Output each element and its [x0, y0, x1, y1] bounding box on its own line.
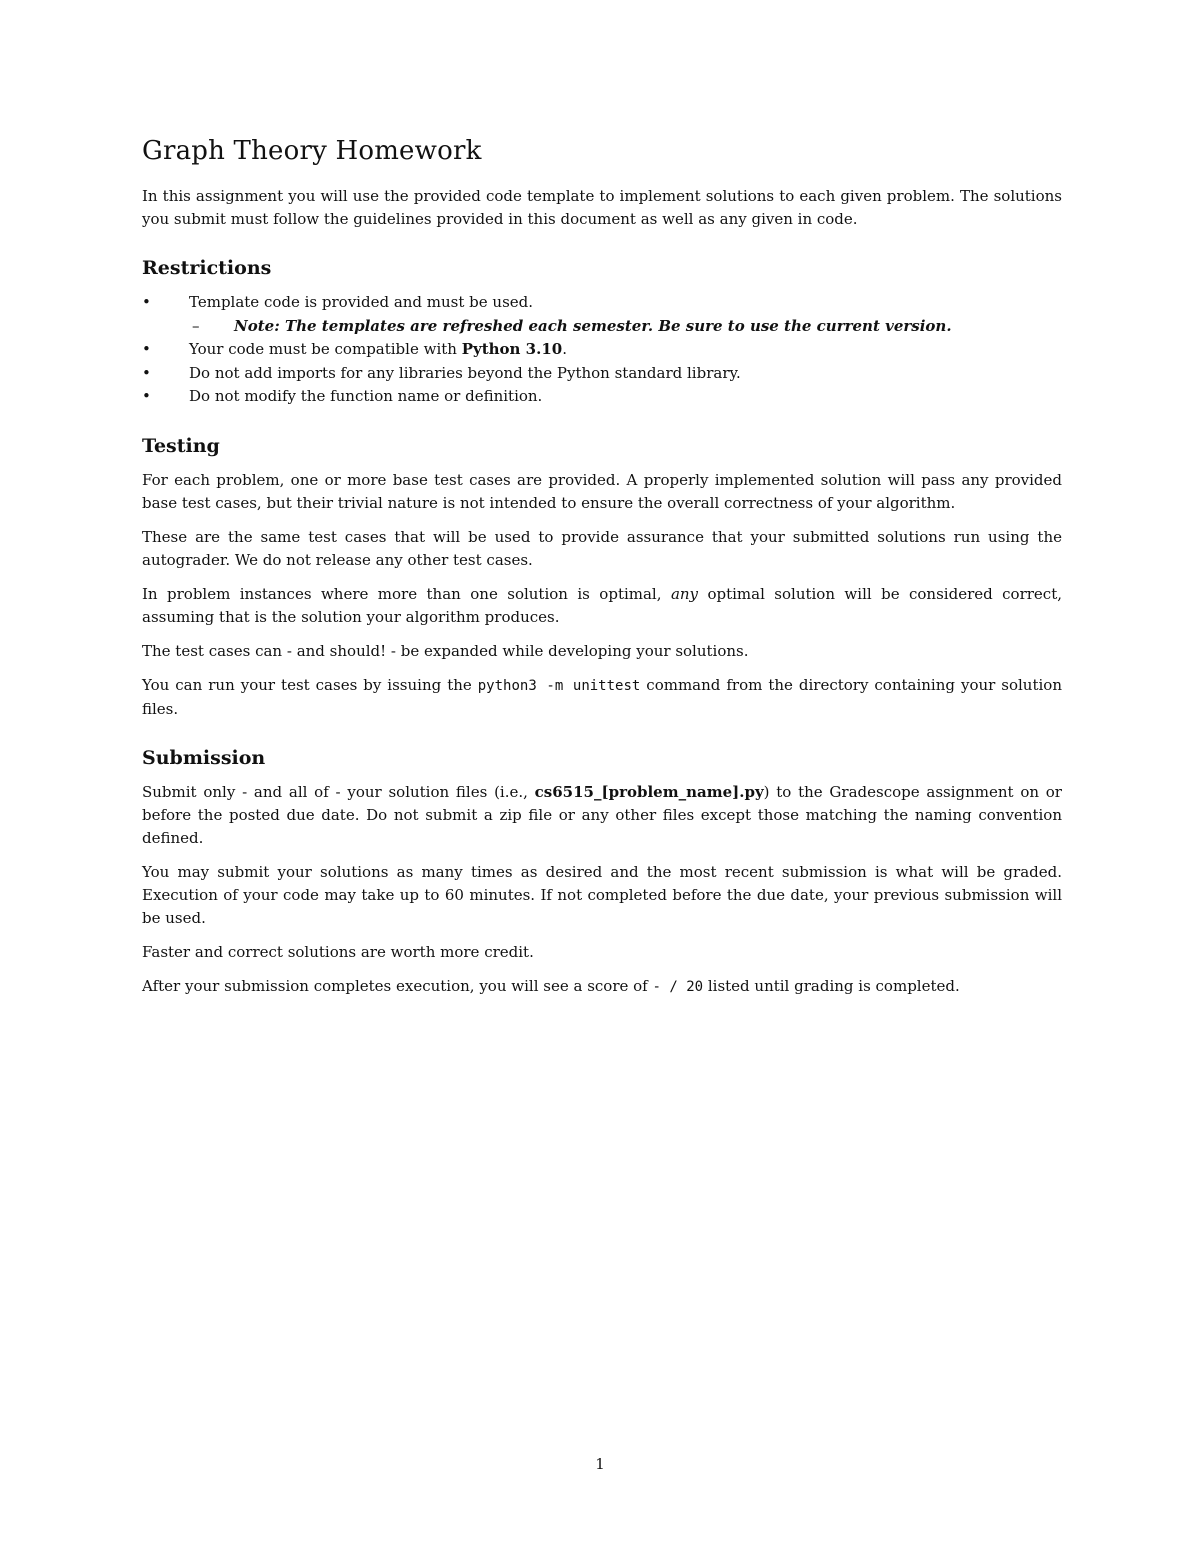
submission-paragraph: You may submit your solutions as many times as desired and the most recent submission is what will be graded. Execution of your code may take up to 60 minutes. If not completed before the due date, your previous submission will be used. [142, 862, 1062, 927]
unittest-command: python3 -m unittest [477, 677, 641, 694]
python-version: Python 3.10 [461, 340, 563, 358]
restriction-item: • Template code is provided and must be used. [142, 291, 1062, 315]
dash-icon: – [192, 316, 200, 335]
restrictions-heading: Restrictions [142, 257, 272, 279]
page-number: 1 [595, 1455, 605, 1473]
submission-paragraph: Submit only - and all of - your solution files (i.e., cs6515_[problem_name].py) to the Gradescope assignment on or before the posted due date. Do not submit a zip file or any other files except those matching the naming convention defined. [142, 782, 1062, 847]
testing-paragraph: These are the same test cases that will be used to provide assurance that your submitted solutions run using the autograder. We do not release any other test cases. [142, 527, 1062, 569]
testing-paragraph: You can run your test cases by issuing the python3 -m unittest command from the directory containing your solution files. [142, 675, 1062, 718]
bullet-icon: • [142, 340, 151, 358]
bullet-icon: • [142, 293, 151, 311]
restriction-item: • Do not add imports for any libraries beyond the Python standard library. [142, 362, 1062, 386]
score-placeholder: - / 20 [652, 978, 704, 995]
restriction-note: Note: The templates are refreshed each semester. Be sure to use the current version. [234, 316, 952, 335]
testing-paragraph: The test cases can - and should! - be expanded while developing your solutions. [142, 641, 749, 660]
document-title: Graph Theory Homework [142, 136, 482, 166]
restrictions-list [142, 291, 1062, 409]
testing-heading: Testing [142, 434, 220, 457]
intro-paragraph: In this assignment you will use the provided code template to implement solutions to each given problem. The solutions you submit must follow the guidelines provided in this document as well as any given in code. [142, 187, 1062, 228]
solution-filename: cs6515_[problem_name].py [534, 782, 764, 801]
restriction-note-item [142, 315, 1062, 339]
document-page [142, 136, 1062, 1010]
restriction-item: • Your code must be compatible with Python 3.10. [142, 338, 1062, 362]
submission-heading: Submission [142, 746, 266, 769]
testing-paragraph: In problem instances where more than one solution is optimal, any optimal solution will be considered correct, assuming that is the solution your algorithm produces. [142, 584, 1062, 626]
submission-paragraph: Faster and correct solutions are worth more credit. [142, 942, 534, 961]
testing-paragraph: For each problem, one or more base test cases are provided. A properly implemented solution will pass any provided base test cases, but their trivial nature is not intended to ensure the overall correctness of your algorithm. [142, 470, 1062, 512]
bullet-icon: • [142, 363, 151, 382]
bullet-icon: • [142, 387, 151, 405]
submission-paragraph: After your submission completes execution, you will see a score of - / 20 listed until grading is completed. [142, 976, 960, 995]
restriction-item: • Do not modify the function name or definition. [142, 385, 1062, 409]
